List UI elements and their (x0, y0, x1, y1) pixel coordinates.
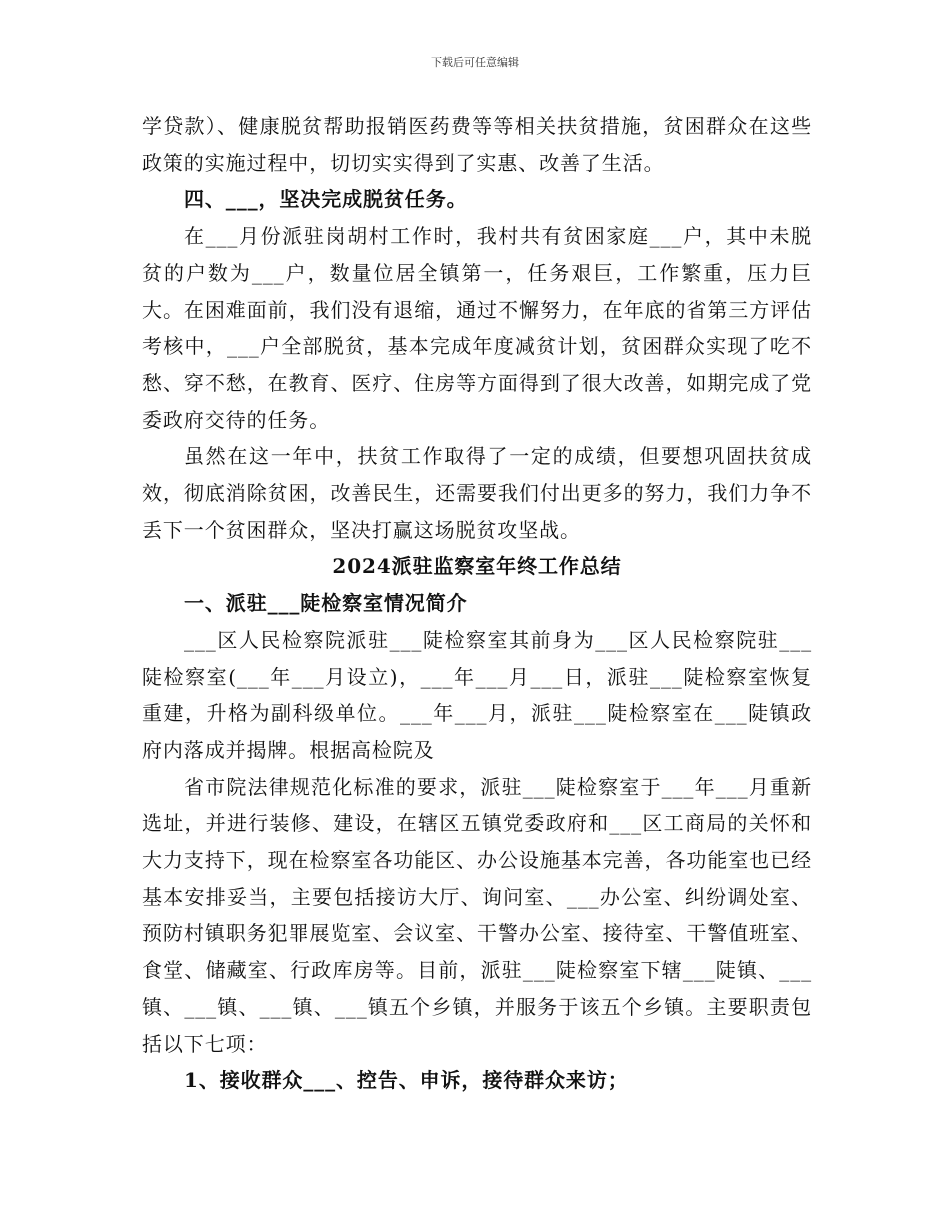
paragraph-office-intro: ___区人民检察院派驻___陡检察室其前身为___区人民检察院驻___陡检察室(___年___月设立)，___年___月___日，派驻___陡检察室恢复重建，升格为副科级单位。___年___月，派驻___陡检察室在___陡镇政府内落成并揭牌。根据高检院及 (142, 627, 812, 762)
section-heading-one: 一、派驻___陡检察室情况简介 (184, 591, 468, 616)
paragraph-office-facilities: 省市院法律规范化标准的要求，派驻___陡检察室于___年___月重新选址，并进行装修、建设，在辖区五镇党委政府和___区工商局的关怀和大力支持下，现在检察室各功能区、办公设施基本完善，各功能室也已经基本安排妥当，主要包括接访大厅、询问室、___办公室、纠纷调处室、预防村镇职务犯罪展览室、会议室、干警办公室、接待室、干警值班室、食堂、储藏室、行政库房等。目前，派驻___陡检察室下辖___陡镇、___镇、___镇、___镇、___镇五个乡镇，并服务于该五个乡镇。主要职责包括以下七项： (142, 774, 812, 1056)
document-title: 2024派驻监察室年终工作总结 (332, 554, 622, 579)
section-heading-four: 四、___，坚决完成脱贫任务。 (184, 187, 468, 212)
page-header: 下载后可任意编辑 (431, 56, 519, 69)
paragraph-conclusion: 虽然在这一年中，扶贫工作取得了一定的成绩，但要想巩固扶贫成效，彻底消除贫困，改善民生，还需要我们付出更多的努力，我们力争不丢下一个贫困群众，坚决打赢这场脱贫攻坚战。 (142, 444, 812, 542)
duty-item-1: 1、接收群众___、控告、申诉，接待群众来访； (184, 1068, 629, 1093)
paragraph-continuation: 学贷款）、健康脱贫帮助报销医药费等等相关扶贫措施，贫困群众在这些政策的实施过程中，切切实实得到了实惠、改善了生活。 (142, 114, 812, 175)
document-body (142, 108, 812, 1099)
paragraph-poverty-task: 在___月份派驻岗胡村工作时，我村共有贫困家庭___户，其中未脱贫的户数为___户，数量位居全镇第一，任务艰巨，工作繁重，压力巨大。在困难面前，我们没有退缩，通过不懈努力，在年底的省第三方评估考核中，___户全部脱贫，基本完成年度减贫计划，贫困群众实现了吃不愁、穿不愁，在教育、医疗、住房等方面得到了很大改善，如期完成了党委政府交待的任务。 (142, 224, 812, 432)
